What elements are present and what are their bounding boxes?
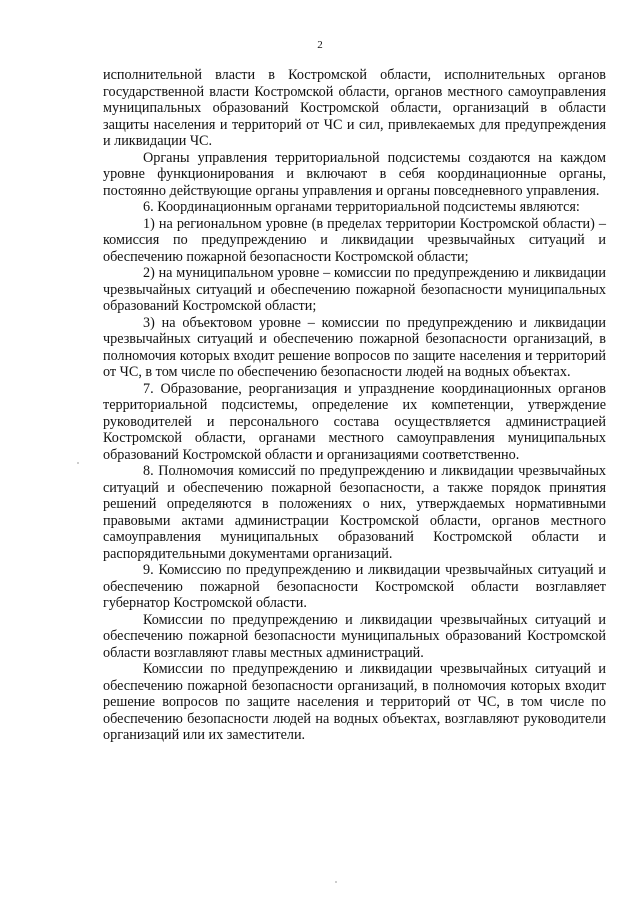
paragraph-item-6-1: 1) на региональном уровне (в пределах территории Костромской области) – комиссия по предупреждению и ликвидации чрезвычайных ситуаций и обеспечению пожарной безопасности Костромской области; <box>103 215 606 265</box>
scan-artifact <box>335 881 337 883</box>
paragraph-item-6: 6. Координационным органами территориальной подсистемы являются: <box>143 199 580 215</box>
paragraph-item-6-3: 3) на объектовом уровне – комиссии по предупреждению и ликвидации чрезвычайных ситуаций и обеспечению пожарной безопасности организаций, в полномочия которых входит решение вопросов по защите населения и территорий от ЧС, в том числе по обеспечению безопасности людей на водных объектах. <box>103 314 606 380</box>
paragraph-item-9: 9. Комиссию по предупреждению и ликвидации чрезвычайных ситуаций и обеспечению пожарной безопасности Костромской области возглавляет губернатор Костромской области. <box>103 562 606 611</box>
paragraph-municipal-commissions: Комиссии по предупреждению и ликвидации чрезвычайных ситуаций и обеспечению пожарной безопасности муниципальных образований Костромской области возглавляют главы местных администраций. <box>103 611 606 661</box>
page-number: 2 <box>317 39 323 51</box>
document-body <box>103 67 606 744</box>
paragraph-item-8: 8. Полномочия комиссий по предупреждению и ликвидации чрезвычайных ситуаций и обеспечению пожарной безопасности, а также порядок принятия решений определяются в положениях о них, утверждаемых нормативными правовыми актами администрации Костромской области, органов местного самоуправления муниципальных образований Костромской области и распорядительными документами организаций. <box>103 463 606 562</box>
paragraph-item-6-2: 2) на муниципальном уровне – комиссии по предупреждению и ликвидации чрезвычайных ситуаций и обеспечению пожарной безопасности муниципальных образований Костромской области; <box>103 265 606 314</box>
paragraph-item-7: 7. Образование, реорганизация и упразднение координационных органов территориальной подсистемы, определение их компетенции, утверждение руководителей и персонального состава осуществляется администрацией Костромской области, органами местного самоуправления муниципальных образований Костромской области и организациями соответственно. <box>103 380 606 463</box>
paragraph-organization-commissions: Комиссии по предупреждению и ликвидации чрезвычайных ситуаций и обеспечению пожарной безопасности организаций, в полномочия которых входит решение вопросов по защите населения и территорий от ЧС, в том числе по обеспечению безопасности людей на водных объектах, возглавляют руководители организаций или их заместители. <box>103 661 606 743</box>
paragraph-continuation: исполнительной власти в Костромской области, исполнительных органов государственной власти Костромской области, органов местного самоуправления муниципальных образований Костромской области, организаций в области защиты населения и территорий от ЧС и сил, привлекаемых для предупреждения и ликвидации ЧС. <box>103 67 606 149</box>
scan-artifact <box>77 462 79 464</box>
paragraph-governing-bodies: Органы управления территориальной подсистемы создаются на каждом уровне функционирования и включают в себя координационные органы, постоянно действующие органы управления и органы повседневного управления. <box>103 149 606 199</box>
